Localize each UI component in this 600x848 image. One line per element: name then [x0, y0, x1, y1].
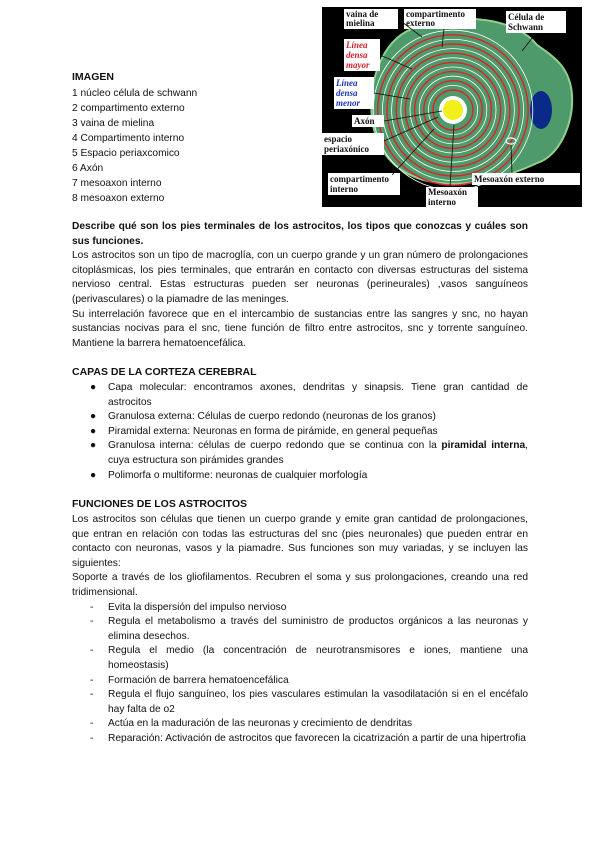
label-comp-int-1: compartimento — [330, 174, 389, 184]
list-item-text: Regula el metabolismo a través del suministro de productos orgánicos a las neuronas y elimina desechos. — [108, 616, 528, 642]
label-comp-int-2: interno — [330, 184, 358, 194]
paragraph: Su interrelación favorece que en el intercambio de sustancias entre las sangres y snc, no hayan sustancias nocivas para el snc, tiene función de filtro entre astrocitos, snc y torrente sanguíneo. Mantiene la barrera hematoencefálica. — [72, 308, 528, 349]
label-ldme-3: menor — [336, 98, 361, 108]
list-item — [72, 601, 528, 616]
label-comp-ext-1: compartimento — [406, 9, 465, 19]
dash-marker: - — [90, 645, 94, 657]
legend-item: 5 Espacio periaxcomico — [72, 148, 180, 159]
list-item-text: Reparación: Activación de astrocitos que favorecen la cicatrización a partir de una hipertrofia — [108, 732, 526, 744]
list-item — [72, 439, 528, 468]
image-legend-list — [72, 86, 197, 206]
list-item-text: Granulosa externa: Células de cuerpo redondo (neuronas de los granos) — [108, 411, 436, 423]
list-item — [72, 381, 528, 410]
list-item — [72, 615, 528, 644]
schwann-nucleus — [530, 91, 552, 129]
legend-item: 1 núcleo célula de schwann — [72, 88, 198, 99]
functions-title: FUNCIONES DE LOS ASTROCITOS — [72, 498, 248, 510]
label-ldm-3: mayor — [346, 60, 370, 70]
dash-marker: - — [90, 601, 94, 613]
label-schwann-1: Célula de — [508, 12, 545, 22]
bullet-marker: ● — [90, 440, 97, 452]
image-section-title: IMAGEN — [72, 71, 114, 83]
dash-marker: - — [90, 732, 94, 744]
dash-marker: - — [90, 718, 94, 730]
label-comp-ext-2: externo — [406, 18, 435, 28]
label-vaina-2: mielina — [346, 18, 375, 28]
list-item — [72, 732, 528, 747]
label-ldm-1: Línea — [346, 40, 368, 50]
functions-list — [72, 601, 528, 747]
functions-block — [72, 513, 528, 747]
dash-marker: - — [90, 689, 94, 701]
legend-item: 3 vaina de mielina — [72, 118, 155, 129]
list-item-text: Granulosa interna: células de cuerpo redondo que se continua con la — [108, 440, 442, 452]
list-item-text: Formación de barrera hematoencefálica — [108, 674, 289, 686]
legend-item: 4 Compartimento interno — [72, 133, 185, 144]
list-item — [72, 469, 528, 484]
label-vaina-1: vaina de — [346, 9, 379, 19]
label-schwann-2: Schwann — [508, 22, 544, 32]
label-esp-2: periaxónico — [324, 144, 369, 154]
list-item — [72, 644, 528, 673]
list-item — [72, 688, 528, 717]
label-ldme-2: densa — [336, 88, 358, 98]
list-item-text: Actúa en la maduración de las neuronas y crecimiento de dendritas — [108, 718, 413, 730]
label-meso-int-1: Mesoaxón — [428, 187, 467, 197]
legend-item: 6 Axón — [72, 163, 104, 174]
astrocyte-feet-section — [72, 220, 528, 351]
paragraph: Soporte a través de los gliofilamentos. Recubren el soma y sus prolongaciones, creando una red tridimensional. — [72, 572, 528, 598]
label-ldm-2: densa — [346, 50, 368, 60]
list-item-text: Regula el medio (la concentración de neurotransmisores e iones, mantiene una homeostasis) — [108, 645, 528, 671]
bullet-marker: ● — [90, 411, 97, 423]
list-item-text: Piramidal externa: Neuronas en forma de pirámide, en general pequeñas — [108, 425, 438, 437]
list-item — [72, 410, 528, 425]
bullet-marker: ● — [90, 469, 97, 481]
label-axon: Axón — [354, 116, 375, 126]
label-meso-ext: Mesoaxón externo — [474, 174, 545, 184]
list-item — [72, 717, 528, 732]
dash-marker: - — [90, 674, 94, 686]
bullet-marker: ● — [90, 425, 97, 437]
list-item-text: Evita la dispersión del impulso nervioso — [108, 601, 287, 613]
myelin-sheath-diagram — [322, 7, 582, 207]
legend-item: 7 mesoaxon interno — [72, 178, 162, 189]
bullet-marker: ● — [90, 382, 97, 393]
list-item — [72, 425, 528, 440]
list-item-text: Capa molecular: encontramos axones, dendritas y sinapsis. Tiene gran cantidad de astrocitos — [108, 382, 528, 408]
list-item — [72, 674, 528, 689]
label-ldme-1: Línea — [336, 78, 358, 88]
list-item-bold: piramidal interna — [441, 440, 526, 452]
cortex-list-block — [72, 381, 528, 483]
list-item-text: Regula el flujo sanguíneo, los pies vasculares estimulan la vasodilatación si en el encéfalo hay falta de o2 — [108, 689, 528, 715]
label-meso-int-2: interno — [428, 197, 456, 207]
question-heading: Describe qué son los pies terminales de los astrocitos, los tipos que conozcas y cuáles son sus funciones. — [72, 221, 528, 247]
cortex-list — [72, 381, 528, 483]
list-item-text: , cuya estructura son pirámides grandes — [108, 440, 529, 466]
paragraph: Los astrocitos son células que tienen un cuerpo grande y emite gran cantidad de prolongaciones, que entran en relación con todas las estructuras del snc (pies neuronales) que pueden entrar en contacto con neuronas, vasos y la piamadre. Sus funciones son muy variadas, y se incluyen las siguientes: — [72, 514, 528, 569]
legend-item: 2 compartimento externo — [72, 103, 185, 114]
legend-item: 8 mesoaxon externo — [72, 193, 165, 204]
paragraph: Los astrocitos son un tipo de macroglía, con un cuerpo grande y un gran número de prolongaciones citoplásmicas, los pies terminales, que entrarán en contacto con diversas estructuras del sistema nervioso central. Estas estructuras pueden ser neuronas (perineurales) ,vasos sanguíneos (perivasculares) o la piamadre de las meninges. — [72, 250, 528, 305]
cortex-title: CAPAS DE LA CORTEZA CEREBRAL — [72, 366, 257, 378]
list-item-text: Polimorfa o multiforme: neuronas de cualquier morfología — [108, 469, 368, 481]
axon-core — [443, 100, 463, 120]
label-esp-1: espacio — [324, 134, 352, 144]
dash-marker: - — [90, 616, 94, 628]
